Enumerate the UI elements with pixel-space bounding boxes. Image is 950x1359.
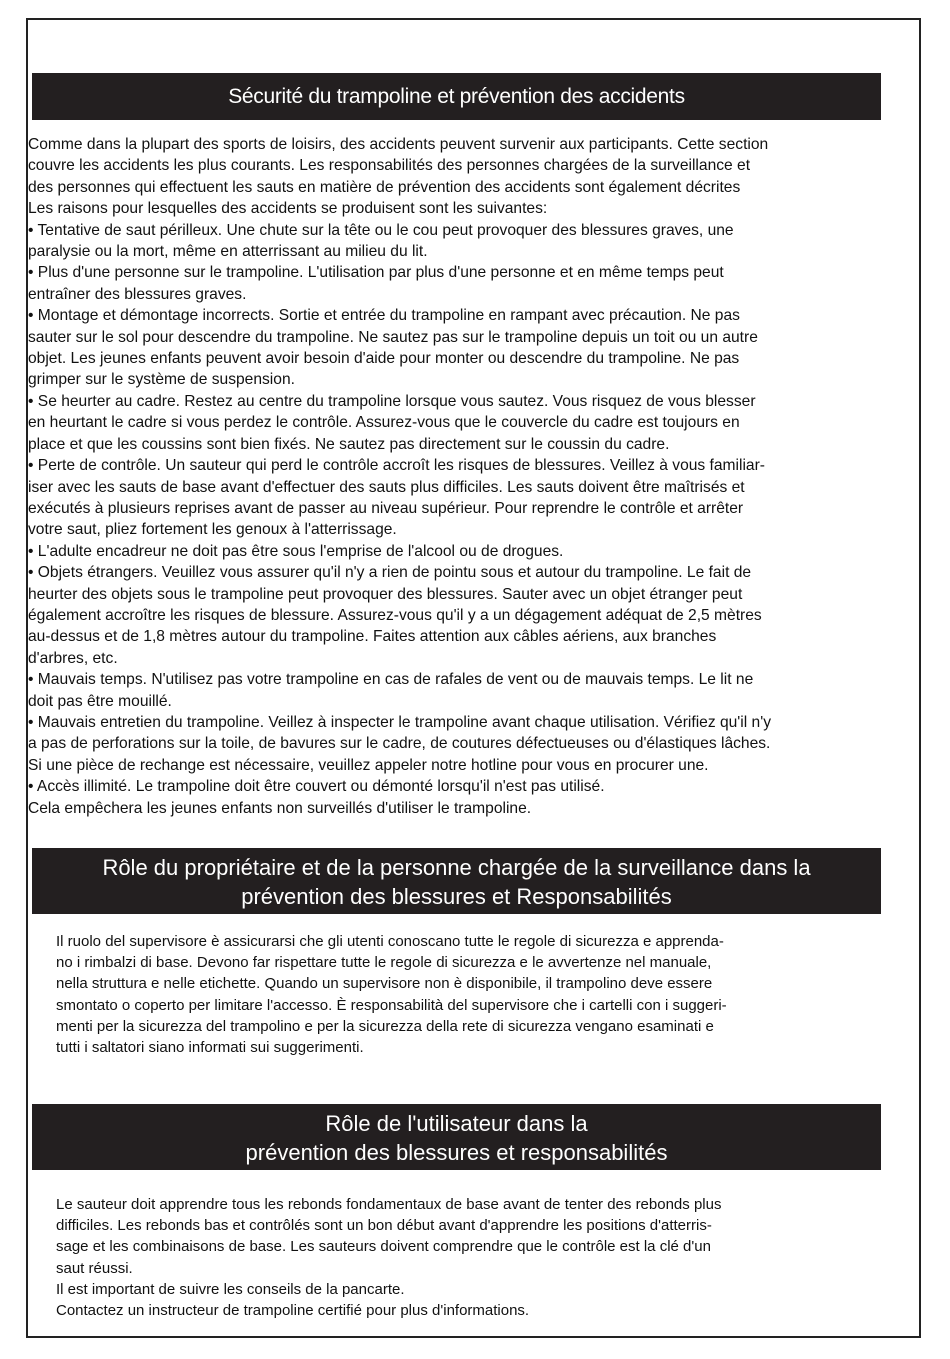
text-line: exécutés à plusieurs reprises avant de passer au niveau supérieur. Pour reprendre le contrôle et arrêter xyxy=(28,499,744,517)
text-line: • Mauvais temps. N'utilisez pas votre trampoline en cas de rafales de vent ou de mauvais temps. Le lit ne xyxy=(28,671,754,689)
text-line: nella struttura e nelle etichette. Quando un supervisore non è disponibile, il trampolino deve essere xyxy=(56,975,713,993)
section-heading-safety xyxy=(32,73,881,120)
text-line: sage et les combinaisons de base. Les sauteurs doivent comprendre que le contrôle est la clé d'un xyxy=(56,1238,711,1256)
text-line: no i rimbalzi di base. Devono far rispettare tutte le regole di sicurezza e le avvertenze nel manuale, xyxy=(56,954,712,972)
heading-line-2: prévention des blessures et Responsabilités xyxy=(241,884,672,909)
text-line: menti per la sicurezza del trampolino e per la sicurezza della rete di sicurezza vengano esaminati e xyxy=(56,1017,714,1035)
text-line: place et que les coussins sont bien fixés. Ne sautez pas directement sur le coussin du cadre. xyxy=(28,435,670,453)
text-line: doit pas être mouillé. xyxy=(28,692,172,710)
text-line: heurter des objets sous le trampoline peut provoquer des blessures. Sauter avec un objet étranger peut xyxy=(28,585,743,603)
text-line: Il ruolo del supervisore è assicurarsi che gli utenti conoscano tutte le regole di sicurezza e apprenda- xyxy=(56,933,724,950)
text-line: Le sauteur doit apprendre tous les rebonds fondamentaux de base avant de tenter des rebonds plus xyxy=(56,1196,722,1213)
text-line: • Tentative de saut périlleux. Une chute sur la tête ou le cou peut provoquer des blessures graves, une xyxy=(28,221,734,239)
text-line: en heurtant le cadre si vous perdez le contrôle. Assurez-vous que le couvercle du cadre est toujours en xyxy=(28,414,740,432)
text-line: Comme dans la plupart des sports de loisirs, des accidents peuvent survenir aux participants. Cette section xyxy=(28,136,769,153)
safety-paragraph xyxy=(28,134,890,819)
section-heading-owner-role xyxy=(32,848,881,914)
text-line: Les raisons pour lesquelles des accidents se produisent sont les suivantes: xyxy=(28,200,548,218)
text-line: difficiles. Les rebonds bas et contrôlés sont un bon début avant d'apprendre les positions d'atterris- xyxy=(56,1217,712,1235)
text-line: a pas de perforations sur la toile, de bavures sur le cadre, de coutures défectueuses ou d'élastiques lâches. xyxy=(28,735,771,753)
heading-line-1: Rôle du propriétaire et de la personne chargée de la surveillance dans la xyxy=(102,855,811,880)
text-line: • Se heurter au cadre. Restez au centre du trampoline lorsque vous sautez. Vous risquez de vous blesser xyxy=(28,392,756,410)
text-line: également accroître les risques de blessure. Assurez-vous qu'il y a un dégagement adéquat de 2,5 mètres xyxy=(28,606,762,624)
text-line: grimper sur le système de suspension. xyxy=(28,371,295,389)
text-line: d'arbres, etc. xyxy=(28,649,118,667)
text-line: paralysie ou la mort, même en atterrissant au milieu du lit. xyxy=(28,243,428,261)
heading-text: Sécurité du trampoline et prévention des accidents xyxy=(228,85,685,108)
text-line: iser avec les sauts de base avant d'effectuer des sauts plus difficiles. Les sauts doivent être maîtrisés et xyxy=(28,478,745,496)
owner-role-paragraph xyxy=(56,931,866,1058)
text-line: smontato o coperto per limitare l'accesso. È responsabilità del supervisore che i cartelli con i suggeri- xyxy=(56,996,727,1014)
text-line: Cela empêchera les jeunes enfants non surveillés d'utiliser le trampoline. xyxy=(28,799,532,817)
heading-line-2: prévention des blessures et responsabilités xyxy=(245,1140,668,1165)
text-line: saut réussi. xyxy=(56,1259,133,1277)
section-heading-user-role xyxy=(32,1104,881,1170)
text-line: • Perte de contrôle. Un sauteur qui perd le contrôle accroît les risques de blessures. Veillez à vous familiar- xyxy=(28,457,765,475)
text-line: tutti i saltatori siano informati sui suggerimenti. xyxy=(56,1039,364,1057)
text-line: • Montage et démontage incorrects. Sortie et entrée du trampoline en rampant avec précaution. Ne pas xyxy=(28,307,740,325)
text-line: votre saut, pliez fortement les genoux à l'atterrissage. xyxy=(28,521,397,539)
text-line: • Objets étrangers. Veuillez vous assurer qu'il n'y a rien de pointu sous et autour du trampoline. Le fait de xyxy=(28,564,752,582)
heading-line-1: Rôle de l'utilisateur dans la xyxy=(325,1111,588,1136)
text-line: des personnes qui effectuent les sauts en matière de prévention des accidents sont également décrites xyxy=(28,178,741,196)
text-line: couvre les accidents les plus courants. Les responsabilités des personnes chargées de la surveillance et xyxy=(28,157,751,175)
text-line: au-dessus et de 1,8 mètres autour du trampoline. Faites attention aux câbles aériens, aux branches xyxy=(28,628,717,646)
user-role-paragraph xyxy=(56,1194,866,1321)
text-line: objet. Les jeunes enfants peuvent avoir besoin d'aide pour monter ou descendre du trampoline. Ne pas xyxy=(28,350,740,368)
text-line: • L'adulte encadreur ne doit pas être sous l'emprise de l'alcool ou de drogues. xyxy=(28,542,564,560)
text-line: • Mauvais entretien du trampoline. Veillez à inspecter le trampoline avant chaque utilisation. Vérifiez qu'il n'y xyxy=(28,713,771,731)
text-line: • Accès illimité. Le trampoline doit être couvert ou démonté lorsqu'il n'est pas utilisé. xyxy=(28,778,605,796)
text-line: • Plus d'une personne sur le trampoline. L'utilisation par plus d'une personne et en même temps peut xyxy=(28,264,724,282)
text-line: Contactez un instructeur de trampoline certifié pour plus d'informations. xyxy=(56,1302,530,1320)
text-line: sauter sur le sol pour descendre du trampoline. Ne sautez pas sur le trampoline depuis un toit ou un autre xyxy=(28,328,758,346)
text-line: entraîner des blessures graves. xyxy=(28,285,247,303)
text-line: Il est important de suivre les conseils de la pancarte. xyxy=(56,1280,405,1298)
text-line: Si une pièce de rechange est nécessaire, veuillez appeler notre hotline pour vous en procurer une. xyxy=(28,756,709,774)
